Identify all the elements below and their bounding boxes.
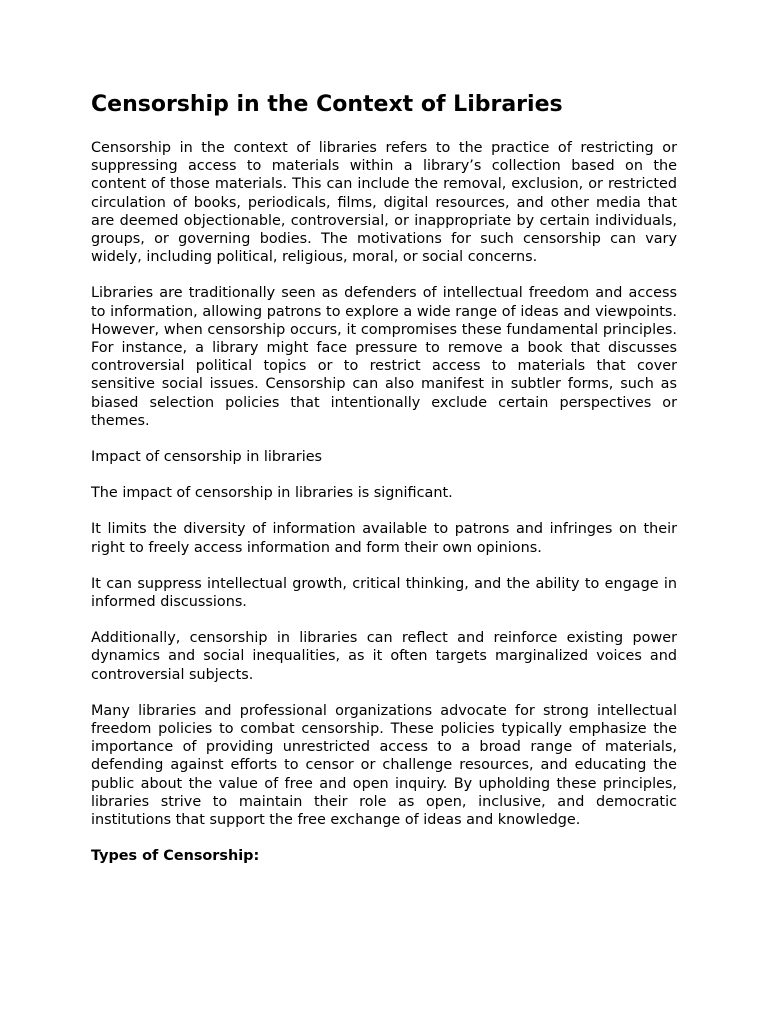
paragraph-impact-power: Additionally, censorship in libraries can reflect and reinforce existing power dynamics and social inequalities, as it often targets marginalized voices and controversial subjects. bbox=[91, 630, 677, 683]
paragraph-advocacy: Many libraries and professional organizations advocate for strong intellectual freedom policies to combat censorship. These policies typically emphasize the importance of providing unrestricted access to a broad range of materials, defending against efforts to censor or challenge resources, and educating the public about the value of free and open inquiry. By upholding these principles, libraries strive to maintain their role as open, inclusive, and democratic institutions that support the free exchange of ideas and knowledge. bbox=[91, 702, 677, 829]
paragraph-intellectual-freedom: Libraries are traditionally seen as defenders of intellectual freedom and access to information, allowing patrons to explore a wide range of ideas and viewpoints. However, when censorship occurs, it compromises these fundamental principles. For instance, a library might face pressure to remove a book that discusses controversial political topics or to restrict access to materials that cover sensitive social issues. Censorship can also manifest in subtler forms, such as biased selection policies that intentionally exclude certain perspectives or themes. bbox=[91, 285, 677, 429]
paragraph-impact-growth: It can suppress intellectual growth, critical thinking, and the ability to engage in informed discussions. bbox=[91, 575, 677, 611]
paragraph-definition: Censorship in the context of libraries refers to the practice of restricting or suppressing access to materials within a library’s collection based on the content of those materials. This can include the removal, exclusion, or restricted circulation of books, periodicals, films, digital resources, and other media that are deemed objectionable, controversial, or inappropriate by certain individuals, groups, or governing bodies. The motivations for such censorship can vary widely, including political, religious, moral, or social concerns. bbox=[91, 140, 677, 266]
paragraph-impact-diversity: It limits the diversity of information available to patrons and infringes on their right to freely access information and form their own opinions. bbox=[91, 521, 677, 556]
paragraph-impact-heading: Impact of censorship in libraries bbox=[91, 449, 323, 466]
document-title: Censorship in the Context of Libraries bbox=[91, 92, 563, 117]
paragraph-impact-significant: The impact of censorship in libraries is significant. bbox=[91, 485, 453, 502]
types-of-censorship-heading: Types of Censorship: bbox=[91, 848, 260, 865]
